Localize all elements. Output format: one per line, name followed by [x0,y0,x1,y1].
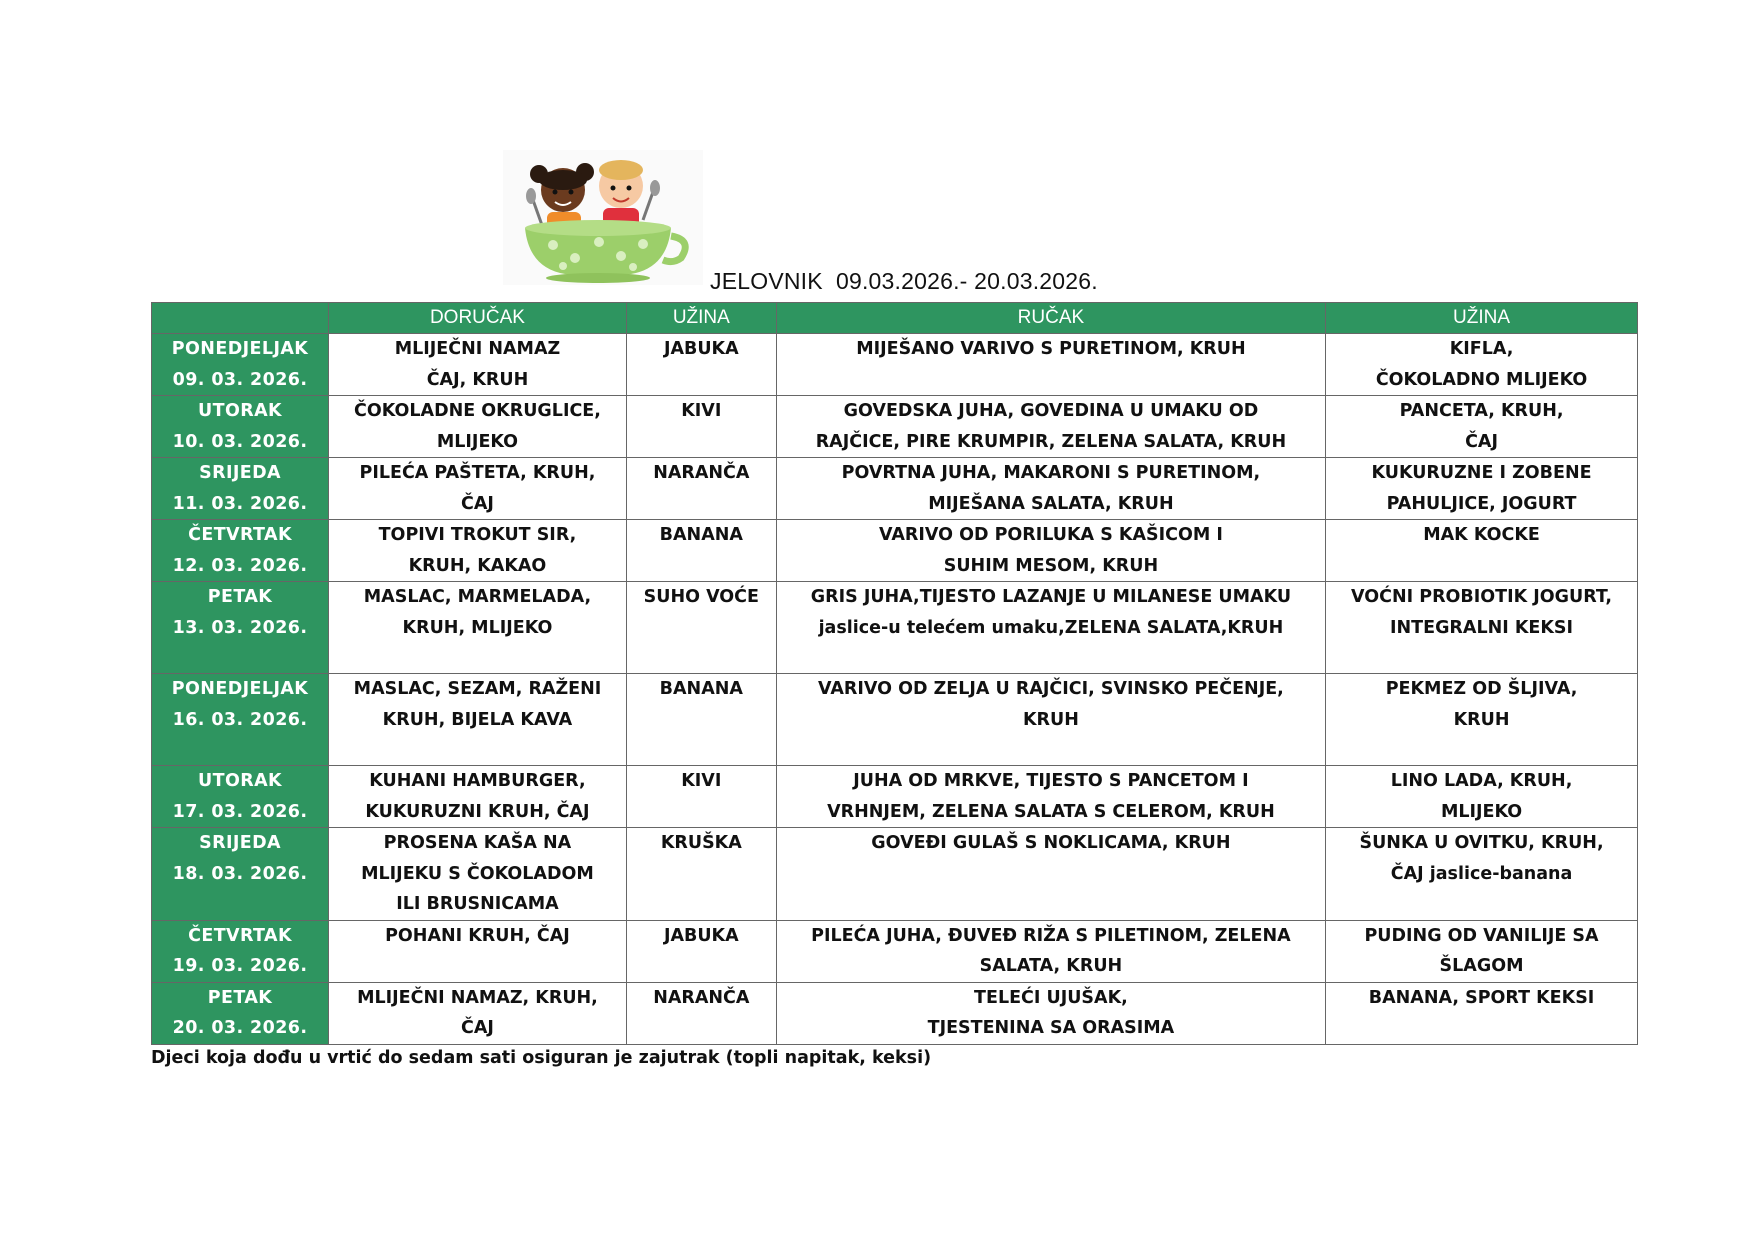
snack-morning-cell: BANANA [626,520,776,582]
cell-line: VOĆNI PROBIOTIK JOGURT, [1351,587,1613,607]
table-row [152,766,1638,828]
lunch-cell [776,982,1325,1044]
cell-line: KRUH, MLIJEKO [402,617,553,638]
day-date: 16. 03. 2026. [172,709,308,730]
cell-line: ČOKOLADNO MLIJEKO [1375,369,1588,390]
day-name: ČETVRTAK [188,925,292,946]
day-cell [152,674,329,766]
cell-line: MLIJEČNI NAMAZ [394,339,561,359]
cell-line: TELEĆI UJUŠAK, [974,987,1128,1008]
day-cell [152,828,329,921]
day-name: SRIJEDA [199,833,281,853]
cell-line: MASLAC, MARMELADA, [363,587,592,607]
cell-line: LINO LADA, KRUH, [1390,771,1573,791]
table-row [152,982,1638,1044]
snack-morning-cell: JABUKA [626,334,776,396]
snack-afternoon-cell [1326,458,1638,520]
lunch-cell [776,920,1325,982]
cell-line: PILEĆA PAŠTETA, KRUH, [359,463,596,483]
cell-line: KRUH [1453,709,1510,730]
children-in-cup-illustration [503,150,703,285]
cell-line: GOVEĐI GULAŠ S NOKLICAMA, KRUH [871,833,1231,853]
day-cell [152,458,329,520]
day-date: 10. 03. 2026. [172,431,308,452]
day-date: 11. 03. 2026. [172,493,308,514]
snack-afternoon-cell [1326,582,1638,674]
lunch-cell [776,520,1325,582]
cell-line: VARIVO OD PORILUKA S KAŠICOM I [878,525,1223,545]
header-breakfast: DORUČAK [329,303,627,334]
day-date: 12. 03. 2026. [172,555,308,576]
breakfast-cell [329,828,627,921]
header-row [152,303,1638,334]
day-date: 17. 03. 2026. [172,801,308,822]
lunch-cell [776,828,1325,921]
snack-morning-cell: KRUŠKA [626,828,776,921]
cell-line: POVRTNA JUHA, MAKARONI S PURETINOM, [841,463,1261,483]
breakfast-cell [329,334,627,396]
snack-afternoon-cell [1326,674,1638,766]
lunch-cell [776,458,1325,520]
cell-line: INTEGRALNI KEKSI [1390,617,1574,638]
cell-line: KIFLA, [1449,339,1514,359]
day-date: 18. 03. 2026. [172,863,308,884]
day-name: ČETVRTAK [188,525,292,545]
cell-line: KUHANI HAMBURGER, [369,771,586,791]
breakfast-cell [329,582,627,674]
cell-line: TJESTENINA SA ORASIMA [927,1018,1175,1038]
breakfast-cell [329,920,627,982]
day-date: 09. 03. 2026. [172,369,308,390]
day-cell [152,334,329,396]
day-cell [152,520,329,582]
header-lunch: RUČAK [776,303,1325,334]
lunch-cell [776,674,1325,766]
breakfast-cell [329,520,627,582]
cell-line: KUKURUZNE I ZOBENE [1371,463,1592,483]
snack-morning-cell: NARANČA [626,982,776,1044]
cell-line: VARIVO OD ZELJA U RAJČICI, SVINSKO PEČENJE, [818,679,1284,699]
cell-line: ILI BRUSNICAMA [396,894,559,914]
cell-line: KRUH, KAKAO [408,555,547,576]
lunch-cell [776,334,1325,396]
cell-line: PANCETA, KRUH, [1399,401,1564,421]
cell-line: VRHNJEM, ZELENA SALATA S CELEROM, KRUH [827,801,1275,822]
lunch-cell [776,582,1325,674]
header-day [152,303,329,334]
cell-line: KRUH, BIJELA KAVA [382,709,573,730]
cell-line: MIJEŠANA SALATA, KRUH [928,493,1174,514]
cell-line: GOVEDSKA JUHA, GOVEDINA U UMAKU OD [843,401,1259,421]
cell-line: KRUH [1022,709,1079,730]
table-row [152,828,1638,921]
cell-line: RAJČICE, PIRE KRUMPIR, ZELENA SALATA, KRUH [815,431,1287,452]
page-title: JELOVNIK 09.03.2026.- 20.03.2026. [710,268,1098,294]
breakfast-cell [329,674,627,766]
cell-line: MAK KOCKE [1423,525,1540,545]
day-date: 20. 03. 2026. [172,1018,308,1038]
cell-line: PROSENA KAŠA NA [383,833,572,853]
day-name: PETAK [207,987,273,1008]
snack-morning-cell: BANANA [626,674,776,766]
day-name: UTORAK [198,771,283,791]
cell-line: jaslice-u telećem umaku,ZELENA SALATA,KRUH [818,617,1284,638]
cell-line: TOPIVI TROKUT SIR, [378,525,577,545]
cell-line: MLIJEKU S ČOKOLADOM [361,863,594,884]
header-snack-morning: UŽINA [626,303,776,334]
day-name: PETAK [207,587,273,607]
cell-line: MLIJEČNI NAMAZ, KRUH, [357,987,598,1008]
cell-line: SALATA, KRUH [979,956,1123,976]
cell-line: PILEĆA JUHA, ĐUVEĐ RIŽA S PILETINOM, ZELENA [811,925,1291,946]
table-row [152,520,1638,582]
cell-line: PEKMEZ OD ŠLJIVA, [1385,679,1578,699]
day-name: UTORAK [198,401,283,421]
snack-morning-cell: JABUKA [626,920,776,982]
day-date: 13. 03. 2026. [172,617,308,638]
table-row [152,674,1638,766]
menu-body [152,334,1638,1045]
cell-line: BANANA, SPORT KEKSI [1368,987,1595,1008]
cell-line: GRIS JUHA,TIJESTO LAZANJE U MILANESE UMAKU [810,587,1292,607]
cell-line: MASLAC, SEZAM, RAŽENI [353,679,602,699]
lunch-cell [776,766,1325,828]
snack-morning-cell: KIVI [626,396,776,458]
table-row [152,334,1638,396]
breakfast-cell [329,982,627,1044]
cell-line: ŠLAGOM [1439,956,1524,976]
cell-line: JUHA OD MRKVE, TIJESTO S PANCETOM I [853,771,1249,791]
cell-line: SUHIM MESOM, KRUH [943,555,1159,576]
snack-afternoon-cell [1326,766,1638,828]
table-row [152,458,1638,520]
breakfast-cell [329,766,627,828]
cell-line: PUDING OD VANILIJE SA [1364,925,1599,946]
snack-afternoon-cell [1326,334,1638,396]
snack-afternoon-cell [1326,520,1638,582]
cell-line: MIJEŠANO VARIVO S PURETINOM, KRUH [856,339,1246,359]
snack-afternoon-cell [1326,982,1638,1044]
day-date: 19. 03. 2026. [172,956,308,976]
footnote: Djeci koja dođu u vrtić do sedam sati osiguran je zajutrak (topli napitak, keksi) [151,1048,932,1068]
snack-afternoon-cell [1326,396,1638,458]
day-cell [152,766,329,828]
header-snack-afternoon: UŽINA [1326,303,1638,334]
cell-line: MLIJEKO [1440,801,1523,822]
snack-morning-cell: NARANČA [626,458,776,520]
table-row [152,396,1638,458]
cell-line: ČAJ [461,493,494,514]
table-row [152,920,1638,982]
cell-line: ČAJ, KRUH [426,369,529,390]
table-row [152,582,1638,674]
day-cell [152,982,329,1044]
cell-line: ČOKOLADNE OKRUGLICE, [354,401,601,421]
day-name: PONEDJELJAK [171,679,309,699]
cell-line: ČAJ jaslice-banana [1390,863,1573,884]
snack-afternoon-cell [1326,828,1638,921]
snack-morning-cell: KIVI [626,766,776,828]
cell-line: ČAJ [461,1018,494,1038]
day-cell [152,582,329,674]
cell-line: ŠUNKA U OVITKU, KRUH, [1359,833,1604,853]
snack-morning-cell: SUHO VOĆE [626,582,776,674]
day-name: PONEDJELJAK [171,339,309,359]
breakfast-cell [329,458,627,520]
lunch-cell [776,396,1325,458]
cell-line: POHANI KRUH, ČAJ [385,925,570,946]
breakfast-cell [329,396,627,458]
snack-afternoon-cell [1326,920,1638,982]
cell-line: KUKURUZNI KRUH, ČAJ [365,801,590,822]
cell-line: MLIJEKO [436,431,519,452]
cell-line: ČAJ [1465,431,1498,452]
day-name: SRIJEDA [199,463,281,483]
day-cell [152,920,329,982]
menu-table [151,302,1638,1045]
cell-line: PAHULJICE, JOGURT [1386,493,1577,514]
day-cell [152,396,329,458]
